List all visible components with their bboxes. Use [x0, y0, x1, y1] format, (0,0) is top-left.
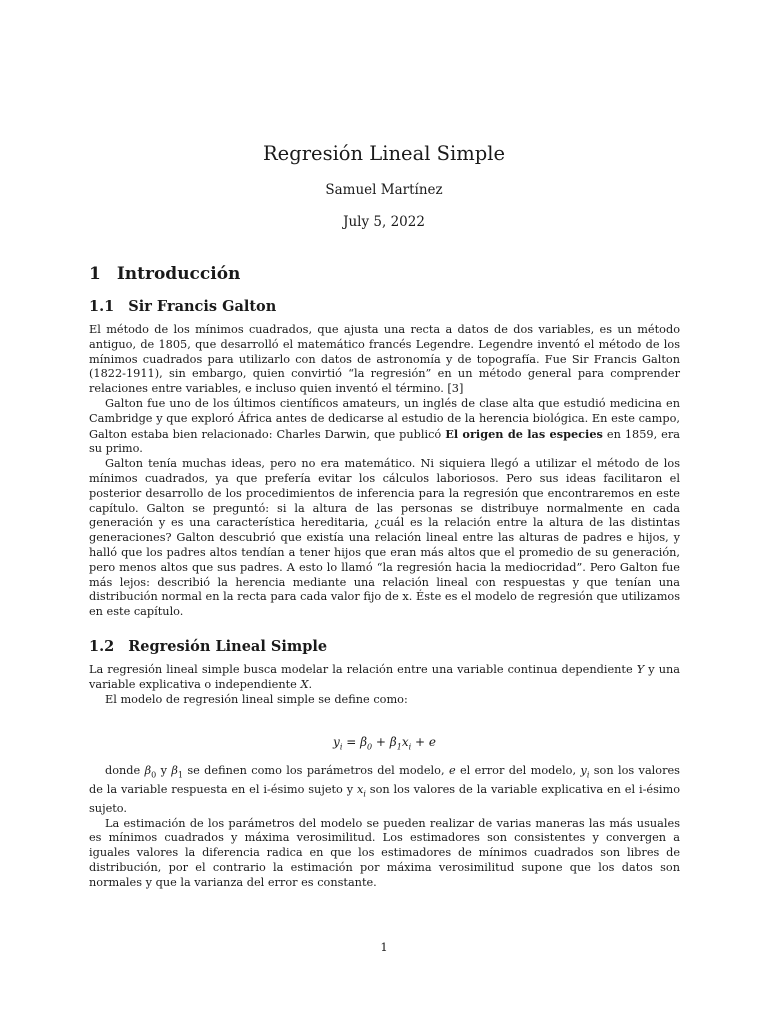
text-run: La regresión lineal simple busca modelar la relación entre una variable continua dependiente	[89, 662, 637, 676]
book-title: El origen de las especies	[445, 426, 603, 441]
text-run: .	[308, 677, 313, 691]
subsection-title: Regresión Lineal Simple	[128, 637, 328, 655]
math-subscript: 1	[177, 769, 183, 779]
paragraph: El método de los mínimos cuadrados, que ajusta una recta a datos de dos variables, es un método antiguo, de 1805, que desarrolló el matemático francés Legendre. Legendre inventó el método de los mínimos cuadrados para utilizarlo con datos de astronomía y de topografía. Fue Sir Francis Galton (1822-1911), sin embargo, quien convirtió “la regresión” en un método general para comprender relaciones entre variables, e incluso quien inventó el término. [3]	[89, 323, 680, 396]
paragraph	[89, 397, 680, 457]
math-variable: y	[580, 763, 587, 777]
text-run: donde	[105, 763, 145, 777]
subsection-heading-galton	[89, 298, 680, 315]
math-subscript: i	[363, 789, 366, 799]
eq-symbol: e	[428, 735, 436, 750]
paragraph: Galton tenía muchas ideas, pero no era matemático. Ni siquiera llegó a utilizar el método de los mínimos cuadrados, ya que prefería evitar los cálculos laboriosos. Pero sus ideas facilitaron el posterior desarrollo de los procedimientos de inferencia para la regresión que encontraremos en este capítulo. Galton se preguntó: si la altura de las personas se distribuye normalmente en cada generación y es una característica hereditaria, ¿cuál es la relación entre la altura de las distintas generaciones? Galton descubrió que existía una relación lineal entre las alturas de padres e hijos, y halló que los padres altos tendían a tener hijos que eran más altos que el promedio de su generación, pero menos altos que sus padres. A esto lo llamó “la regresión hacia la mediocridad”. Pero Galton fue más lejos: describió la herencia mediante una relación lineal con respuestas y que tenían una distribución normal en la recta para cada valor fijo de x. Éste es el modelo de regresión que utilizamos en este capítulo.	[89, 457, 680, 619]
page-number: 1	[380, 940, 388, 954]
eq-symbol: y	[333, 735, 340, 750]
author-name: Samuel Martínez	[325, 182, 443, 198]
math-variable: e	[448, 763, 456, 777]
document-body	[89, 264, 680, 891]
eq-operator: =	[342, 735, 361, 750]
subsection-number: 1.2	[89, 637, 115, 655]
math-variable: β	[144, 763, 152, 777]
section-number: 1	[89, 264, 101, 284]
math-variable: X	[300, 677, 309, 691]
eq-subscript: 0	[367, 742, 373, 752]
math-variable: Y	[636, 662, 645, 676]
subsection-title: Sir Francis Galton	[128, 298, 277, 315]
regression-equation	[89, 735, 680, 751]
paragraph	[89, 764, 680, 817]
eq-subscript: i	[339, 742, 343, 752]
math-variable: β	[171, 763, 178, 777]
text-run: son los valores de la variable respuesta en el i-ésimo sujeto y	[89, 763, 680, 796]
text-run: Galton fue uno de los últimos científicos amateurs, un inglés de clase alta que estudió medicina en Cambridge y que exploró África antes de dedicarse al estudio de la herencia biológica. En este campo, Galton estaba bien relacionado: Charles Darwin, que publicó	[89, 396, 680, 441]
text-run: son los valores de la variable explicativa en el i-ésimo sujeto.	[89, 782, 680, 815]
eq-subscript: i	[408, 742, 412, 752]
text-run: en 1859, era su primo.	[89, 427, 680, 456]
text-run: y	[156, 763, 172, 777]
text-run: y una variable explicativa o independiente	[89, 662, 680, 691]
text-run: se definen como los parámetros del modelo,	[182, 763, 449, 777]
section-title: Introducción	[116, 264, 241, 284]
document-date: July 5, 2022	[343, 214, 425, 230]
eq-symbol: x	[401, 735, 409, 750]
text-run: el error del modelo,	[455, 763, 581, 777]
paragraph	[89, 663, 680, 693]
paragraph: El modelo de regresión lineal simple se define como:	[105, 692, 408, 706]
section-heading-introduccion	[89, 264, 680, 284]
math-variable: x	[356, 782, 364, 796]
paragraph: La estimación de los parámetros del modelo se pueden realizar de varias maneras las más usuales es mínimos cuadrados y máxima verosimilitud. Los estimadores son consistentes y convergen a iguales valores la diferencia radica en que los estimadores de mínimos cuadrados son libres de distribución, por el contrario la estimación por máxima verosimilitud supone que los datos son normales y que la varianza del error es constante.	[89, 816, 680, 889]
eq-operator: +	[372, 735, 390, 750]
subsection-number: 1.1	[89, 298, 115, 315]
eq-operator: +	[411, 735, 429, 750]
math-subscript: i	[586, 769, 590, 779]
subsection-heading-regresion	[89, 638, 680, 655]
math-subscript: 0	[151, 769, 157, 779]
eq-subscript: 1	[396, 742, 402, 752]
eq-symbol: β	[389, 735, 397, 750]
eq-symbol: β	[360, 735, 367, 750]
document-title: Regresión Lineal Simple	[263, 142, 505, 165]
